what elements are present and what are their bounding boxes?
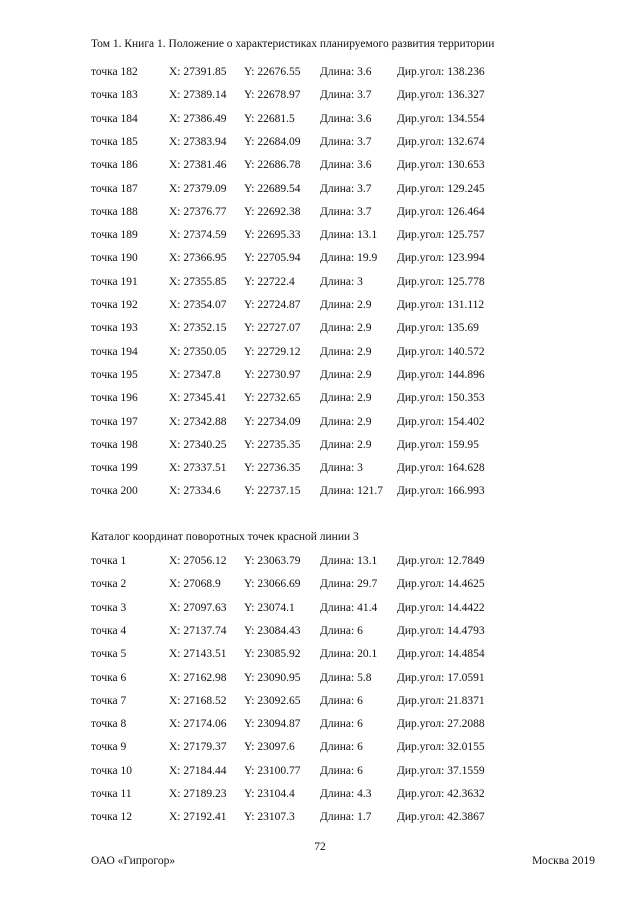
segment-length: Длина: 3.7 — [320, 205, 372, 218]
segment-length: Длина: 6 — [320, 718, 363, 731]
x-coordinate: X: 27383.94 — [169, 135, 227, 148]
point-name: точка 194 — [91, 345, 138, 358]
segment-length: Длина: 3.6 — [320, 159, 372, 172]
x-coordinate: X: 27143.51 — [169, 648, 227, 661]
x-coordinate: X: 27374.59 — [169, 229, 227, 242]
x-coordinate: X: 27179.37 — [169, 741, 227, 754]
segment-length: Длина: 2.9 — [320, 392, 372, 405]
y-coordinate: Y: 22735.35 — [244, 438, 301, 451]
segment-length: Длина: 2.9 — [320, 415, 372, 428]
point-name: точка 1 — [91, 555, 127, 567]
direction-angle: Дир.угол: 27.2088 — [397, 718, 485, 731]
y-coordinate: Y: 22676.55 — [244, 66, 301, 78]
segment-length: Длина: 19.9 — [320, 252, 378, 265]
segment-length: Длина: 13.1 — [320, 229, 378, 242]
y-coordinate: Y: 22684.09 — [244, 135, 301, 148]
point-name: точка 192 — [91, 299, 138, 311]
segment-length: Длина: 5.8 — [320, 671, 372, 684]
x-coordinate: X: 27389.14 — [169, 89, 227, 102]
segment-length: Длина: 3 — [320, 462, 363, 475]
segment-length: Длина: 6 — [320, 741, 363, 754]
point-name: точка 7 — [91, 694, 127, 707]
footer-organization: ОАО «Гипрогор» — [91, 855, 176, 867]
direction-angle: Дир.угол: 37.1559 — [397, 764, 485, 777]
x-coordinate: X: 27068.9 — [169, 578, 221, 591]
direction-angle: Дир.угол: 140.572 — [397, 345, 485, 358]
direction-angle: Дир.угол: 14.4854 — [397, 648, 485, 661]
point-name: точка 198 — [91, 438, 138, 451]
y-coordinate: Y: 22689.54 — [244, 182, 301, 195]
x-coordinate: X: 27334.6 — [169, 485, 221, 498]
segment-length: Длина: 2.9 — [320, 299, 372, 311]
x-coordinate: X: 27337.51 — [169, 462, 227, 475]
point-name: точка 11 — [91, 788, 132, 800]
segment-length: Длина: 3.6 — [320, 66, 372, 78]
y-coordinate: Y: 22732.65 — [244, 392, 301, 405]
direction-angle: Дир.угол: 14.4625 — [397, 578, 485, 591]
y-coordinate: Y: 23084.43 — [244, 624, 301, 637]
direction-angle: Дир.угол: 21.8371 — [397, 694, 485, 707]
point-name: точка 2 — [91, 578, 127, 591]
x-coordinate: X: 27340.25 — [169, 438, 227, 451]
x-coordinate: X: 27192.41 — [169, 811, 227, 824]
point-name: точка 189 — [91, 229, 138, 242]
direction-angle: Дир.угол: 130.653 — [397, 159, 485, 172]
segment-length: Длина: 13.1 — [320, 555, 378, 567]
point-name: точка 196 — [91, 392, 138, 405]
direction-angle: Дир.угол: 17.0591 — [397, 671, 485, 684]
segment-length: Длина: 2.9 — [320, 368, 372, 381]
segment-length: Длина: 20.1 — [320, 648, 378, 661]
point-name: точка 195 — [91, 368, 138, 381]
x-coordinate: X: 27162.98 — [169, 671, 227, 684]
y-coordinate: Y: 22705.94 — [244, 252, 301, 265]
point-name: точка 9 — [91, 741, 127, 754]
x-coordinate: X: 27184.44 — [169, 764, 227, 777]
direction-angle: Дир.угол: 42.3632 — [397, 788, 485, 800]
segment-length: Длина: 3.7 — [320, 182, 372, 195]
x-coordinate: X: 27137.74 — [169, 624, 227, 637]
x-coordinate: X: 27379.09 — [169, 182, 227, 195]
y-coordinate: Y: 23085.92 — [244, 648, 301, 661]
y-coordinate: Y: 23107.3 — [244, 811, 295, 824]
y-coordinate: Y: 23074.1 — [244, 601, 295, 614]
segment-length: Длина: 41.4 — [320, 601, 378, 614]
point-name: точка 193 — [91, 322, 138, 335]
direction-angle: Дир.угол: 134.554 — [397, 112, 485, 125]
direction-angle: Дир.угол: 166.993 — [397, 485, 485, 498]
direction-angle: Дир.угол: 42.3867 — [397, 811, 485, 824]
direction-angle: Дир.угол: 154.402 — [397, 415, 485, 428]
direction-angle: Дир.угол: 126.464 — [397, 205, 485, 218]
x-coordinate: X: 27354.07 — [169, 299, 227, 311]
segment-length: Длина: 3 — [320, 275, 363, 288]
y-coordinate: Y: 22729.12 — [244, 345, 301, 358]
direction-angle: Дир.угол: 125.778 — [397, 275, 485, 288]
y-coordinate: Y: 23066.69 — [244, 578, 301, 591]
segment-length: Длина: 1.7 — [320, 811, 372, 824]
segment-length: Длина: 3.7 — [320, 89, 372, 102]
x-coordinate: X: 27376.77 — [169, 205, 227, 218]
segment-length: Длина: 2.9 — [320, 322, 372, 335]
direction-angle: Дир.угол: 125.757 — [397, 229, 485, 242]
y-coordinate: Y: 22727.07 — [244, 322, 301, 335]
point-name: точка 191 — [91, 275, 138, 288]
y-coordinate: Y: 22722.4 — [244, 275, 295, 288]
direction-angle: Дир.угол: 150.353 — [397, 392, 485, 405]
point-name: точка 10 — [91, 764, 133, 777]
point-name: точка 186 — [91, 159, 138, 172]
x-coordinate: X: 27391.85 — [169, 66, 227, 78]
segment-length: Длина: 2.9 — [320, 438, 372, 451]
y-coordinate: Y: 22686.78 — [244, 159, 301, 172]
x-coordinate: X: 27168.52 — [169, 694, 227, 707]
x-coordinate: X: 27189.23 — [169, 788, 227, 800]
x-coordinate: X: 27342.88 — [169, 415, 227, 428]
y-coordinate: Y: 22724.87 — [244, 299, 301, 311]
direction-angle: Дир.угол: 14.4793 — [397, 624, 485, 637]
x-coordinate: X: 27366.95 — [169, 252, 227, 265]
direction-angle: Дир.угол: 12.7849 — [397, 555, 485, 567]
point-name: точка 182 — [91, 66, 138, 78]
y-coordinate: Y: 22678.97 — [244, 89, 301, 102]
y-coordinate: Y: 22736.35 — [244, 462, 301, 475]
point-name: точка 4 — [91, 624, 127, 637]
direction-angle: Дир.угол: 144.896 — [397, 368, 485, 381]
y-coordinate: Y: 22730.97 — [244, 368, 301, 381]
x-coordinate: X: 27097.63 — [169, 601, 227, 614]
point-name: точка 200 — [91, 485, 138, 498]
point-name: точка 187 — [91, 182, 138, 195]
direction-angle: Дир.угол: 138.236 — [397, 66, 485, 78]
y-coordinate: Y: 22737.15 — [244, 485, 301, 498]
x-coordinate: X: 27174.06 — [169, 718, 227, 731]
point-name: точка 5 — [91, 648, 127, 661]
x-coordinate: X: 27352.15 — [169, 322, 227, 335]
direction-angle: Дир.угол: 123.994 — [397, 252, 485, 265]
segment-length: Длина: 6 — [320, 694, 363, 707]
page-header: Том 1. Книга 1. Положение о характеристиках планируемого развития территории — [91, 38, 495, 50]
direction-angle: Дир.угол: 129.245 — [397, 182, 485, 195]
point-name: точка 188 — [91, 205, 138, 218]
y-coordinate: Y: 23104.4 — [244, 788, 295, 800]
point-name: точка 8 — [91, 718, 127, 731]
direction-angle: Дир.угол: 131.112 — [397, 299, 485, 311]
point-name: точка 185 — [91, 135, 138, 148]
y-coordinate: Y: 22692.38 — [244, 205, 301, 218]
segment-length: Длина: 6 — [320, 624, 363, 637]
point-name: точка 6 — [91, 671, 127, 684]
x-coordinate: X: 27386.49 — [169, 112, 227, 125]
segment-length: Длина: 3.7 — [320, 135, 372, 148]
point-name: точка 190 — [91, 252, 138, 265]
direction-angle: Дир.угол: 136.327 — [397, 89, 485, 102]
y-coordinate: Y: 23094.87 — [244, 718, 301, 731]
point-name: точка 12 — [91, 811, 133, 824]
y-coordinate: Y: 22681.5 — [244, 112, 295, 125]
segment-length: Длина: 121.7 — [320, 485, 383, 498]
segment-length: Длина: 4.3 — [320, 788, 372, 800]
point-name: точка 183 — [91, 89, 138, 102]
segment-length: Длина: 29.7 — [320, 578, 378, 591]
x-coordinate: X: 27355.85 — [169, 275, 227, 288]
point-name: точка 3 — [91, 601, 127, 614]
x-coordinate: X: 27056.12 — [169, 555, 227, 567]
point-name: точка 197 — [91, 415, 138, 428]
y-coordinate: Y: 23100.77 — [244, 764, 301, 777]
x-coordinate: X: 27381.46 — [169, 159, 227, 172]
y-coordinate: Y: 23063.79 — [244, 555, 301, 567]
segment-length: Длина: 3.6 — [320, 112, 372, 125]
y-coordinate: Y: 23090.95 — [244, 671, 301, 684]
direction-angle: Дир.угол: 164.628 — [397, 462, 485, 475]
segment-length: Длина: 2.9 — [320, 345, 372, 358]
direction-angle: Дир.угол: 135.69 — [397, 322, 479, 335]
point-name: точка 199 — [91, 462, 138, 475]
direction-angle: Дир.угол: 159.95 — [397, 438, 479, 451]
y-coordinate: Y: 22734.09 — [244, 415, 301, 428]
section-title: Каталог координат поворотных точек красной линии 3 — [91, 531, 359, 543]
direction-angle: Дир.угол: 14.4422 — [397, 601, 485, 614]
y-coordinate: Y: 23097.6 — [244, 741, 295, 754]
point-name: точка 184 — [91, 112, 138, 125]
x-coordinate: X: 27350.05 — [169, 345, 227, 358]
direction-angle: Дир.угол: 132.674 — [397, 135, 485, 148]
y-coordinate: Y: 23092.65 — [244, 694, 301, 707]
page-number: 72 — [314, 841, 326, 853]
direction-angle: Дир.угол: 32.0155 — [397, 741, 485, 754]
x-coordinate: X: 27347.8 — [169, 368, 221, 381]
x-coordinate: X: 27345.41 — [169, 392, 227, 405]
footer-city-year: Москва 2019 — [532, 855, 595, 867]
y-coordinate: Y: 22695.33 — [244, 229, 301, 242]
segment-length: Длина: 6 — [320, 764, 363, 777]
